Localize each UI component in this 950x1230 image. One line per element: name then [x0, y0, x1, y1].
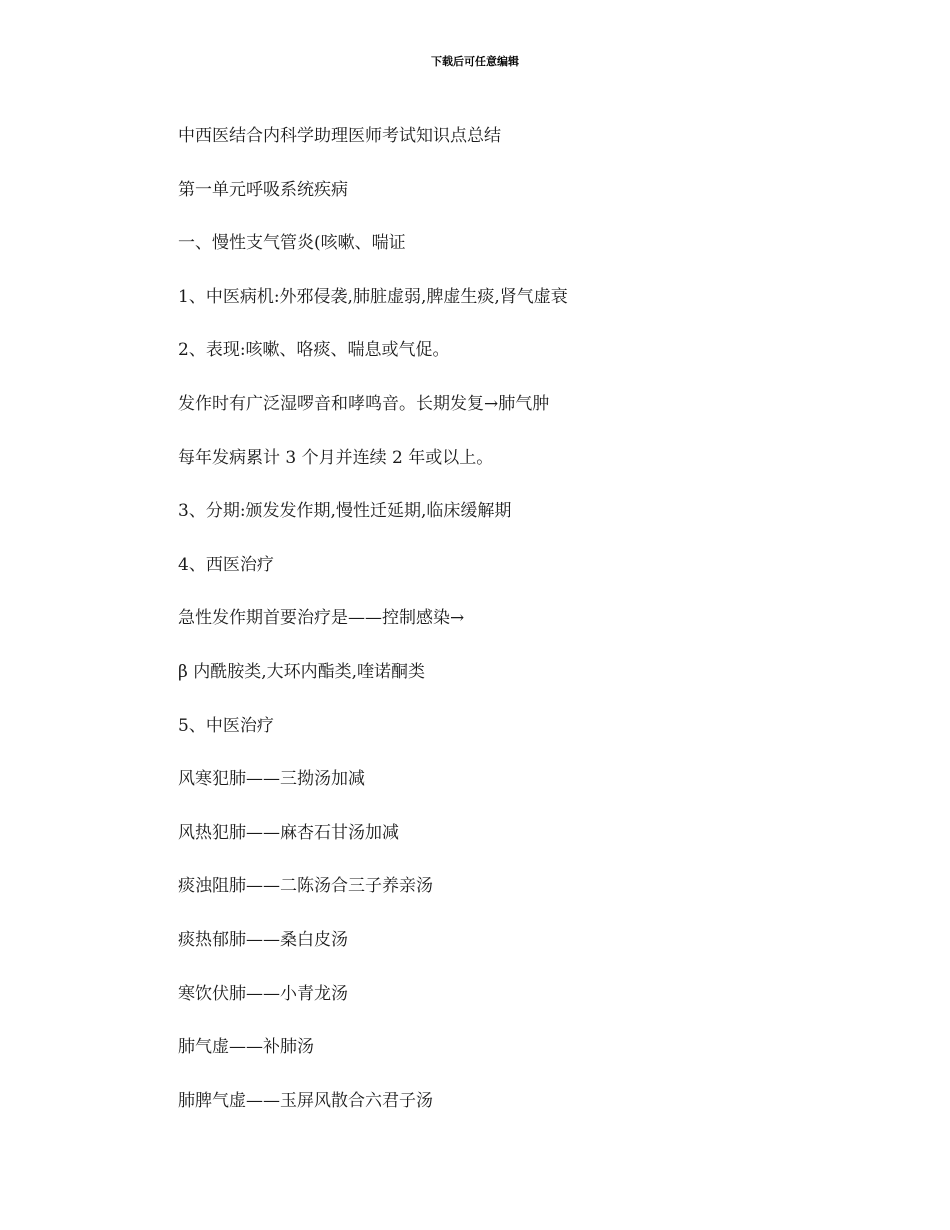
text-line: 急性发作期首要治疗是——控制感染→: [178, 608, 465, 629]
document-title: 中西医结合内科学助理医师考试知识点总结: [178, 126, 501, 146]
treatment-line: 风热犯肺——麻杏石甘汤加减: [178, 822, 399, 843]
text-line: 发作时有广泛湿啰音和哮鸣音。长期发复→肺气肿: [178, 393, 550, 414]
document-body: [178, 124, 798, 1142]
treatment-line: 痰热郁肺——桑白皮汤: [178, 929, 348, 950]
text-line: 1、中医病机:外邪侵袭,肺脏虚弱,脾虚生痰,肾气虚衰: [178, 286, 568, 307]
text-line: 2、表现:咳嗽、咯痰、喘息或气促。: [178, 340, 450, 361]
unit-heading: 第一单元呼吸系统疾病: [178, 179, 348, 200]
treatment-line: 肺气虚——补肺汤: [178, 1037, 314, 1058]
section-heading: 一、慢性支气管炎(咳嗽、喘证: [178, 233, 406, 254]
page-header: 下载后可任意编辑: [431, 55, 519, 68]
treatment-line: 痰浊阻肺——二陈汤合三子养亲汤: [178, 876, 433, 897]
subsection-heading: 4、西医治疗: [178, 554, 274, 575]
subsection-heading: 5、中医治疗: [178, 715, 274, 736]
treatment-line: 肺脾气虚——玉屏风散合六君子汤: [178, 1090, 433, 1111]
text-line: β 内酰胺类,大环内酯类,喹诺酮类: [178, 661, 426, 682]
treatment-line: 风寒犯肺——三拗汤加减: [178, 769, 365, 790]
text-line: 每年发病累计 3 个月并连续 2 年或以上。: [178, 447, 494, 468]
text-line: 3、分期:颁发发作期,慢性迁延期,临床缓解期: [178, 501, 512, 522]
treatment-line: 寒饮伏肺——小青龙汤: [178, 983, 348, 1004]
